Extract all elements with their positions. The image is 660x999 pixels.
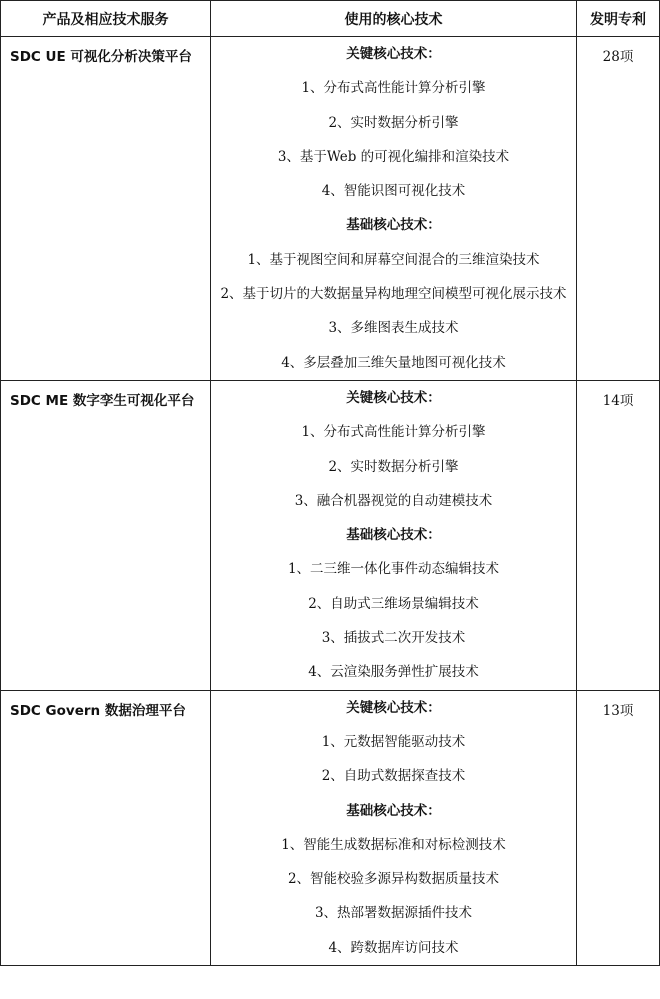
list-item: 4、跨数据库访问技术 xyxy=(328,939,459,956)
patent-count: 13项 xyxy=(577,690,660,965)
list-item: 4、云渲染服务弹性扩展技术 xyxy=(308,664,479,681)
list-item: 3、多维图表生成技术 xyxy=(328,320,459,337)
key-tech-title: 关键核心技术： xyxy=(346,699,441,716)
table-row xyxy=(1,380,660,690)
list-item: 1、二三维一体化事件动态编辑技术 xyxy=(287,561,500,578)
patent-count: 14项 xyxy=(577,380,660,690)
list-item: 2、基于切片的大数据量异构地理空间模型可视化展示技术 xyxy=(220,286,567,303)
list-item: 4、智能识图可视化技术 xyxy=(321,183,466,200)
product-name: SDC Govern 数据治理平台 xyxy=(1,690,211,965)
core-tech-list xyxy=(211,690,577,965)
key-tech-title: 关键核心技术： xyxy=(346,46,441,62)
base-tech-title: 基础核心技术： xyxy=(346,217,441,234)
list-item: 3、热部署数据源插件技术 xyxy=(314,905,473,922)
list-item: 2、自助式数据探查技术 xyxy=(321,768,466,785)
list-item: 2、自助式三维场景编辑技术 xyxy=(308,595,479,612)
list-item: 2、智能校验多源异构数据质量技术 xyxy=(287,871,500,888)
product-name: SDC ME 数字孪生可视化平台 xyxy=(1,380,211,690)
list-item: 2、实时数据分析引擎 xyxy=(328,114,459,131)
header-product: 产品及相应技术服务 xyxy=(1,1,211,37)
product-name: SDC UE 可视化分析决策平台 xyxy=(1,37,211,381)
list-item: 1、分布式高性能计算分析引擎 xyxy=(301,424,486,441)
list-item: 1、分布式高性能计算分析引擎 xyxy=(301,80,486,97)
table-row xyxy=(1,37,660,381)
list-item: 1、智能生成数据标准和对标检测技术 xyxy=(281,836,506,853)
header-patents: 发明专利 xyxy=(577,1,660,37)
base-tech-title: 基础核心技术： xyxy=(346,527,441,544)
list-item: 3、融合机器视觉的自动建模技术 xyxy=(294,492,493,509)
core-tech-list xyxy=(211,37,577,381)
list-item: 3、插拔式二次开发技术 xyxy=(321,630,466,647)
patent-count: 28项 xyxy=(577,37,660,381)
base-tech-title: 基础核心技术： xyxy=(346,802,441,819)
list-item: 2、实时数据分析引擎 xyxy=(328,458,459,475)
list-item: 3、基于Web 的可视化编排和渲染技术 xyxy=(277,148,510,165)
core-tech-list xyxy=(211,380,577,690)
list-item: 4、多层叠加三维矢量地图可视化技术 xyxy=(281,354,506,371)
key-tech-title: 关键核心技术： xyxy=(346,389,441,406)
table-row xyxy=(1,690,660,965)
list-item: 1、元数据智能驱动技术 xyxy=(321,733,466,750)
table-header-row xyxy=(1,1,660,37)
header-core-tech: 使用的核心技术 xyxy=(211,1,577,37)
list-item: 1、基于视图空间和屏幕空间混合的三维渲染技术 xyxy=(247,251,540,268)
